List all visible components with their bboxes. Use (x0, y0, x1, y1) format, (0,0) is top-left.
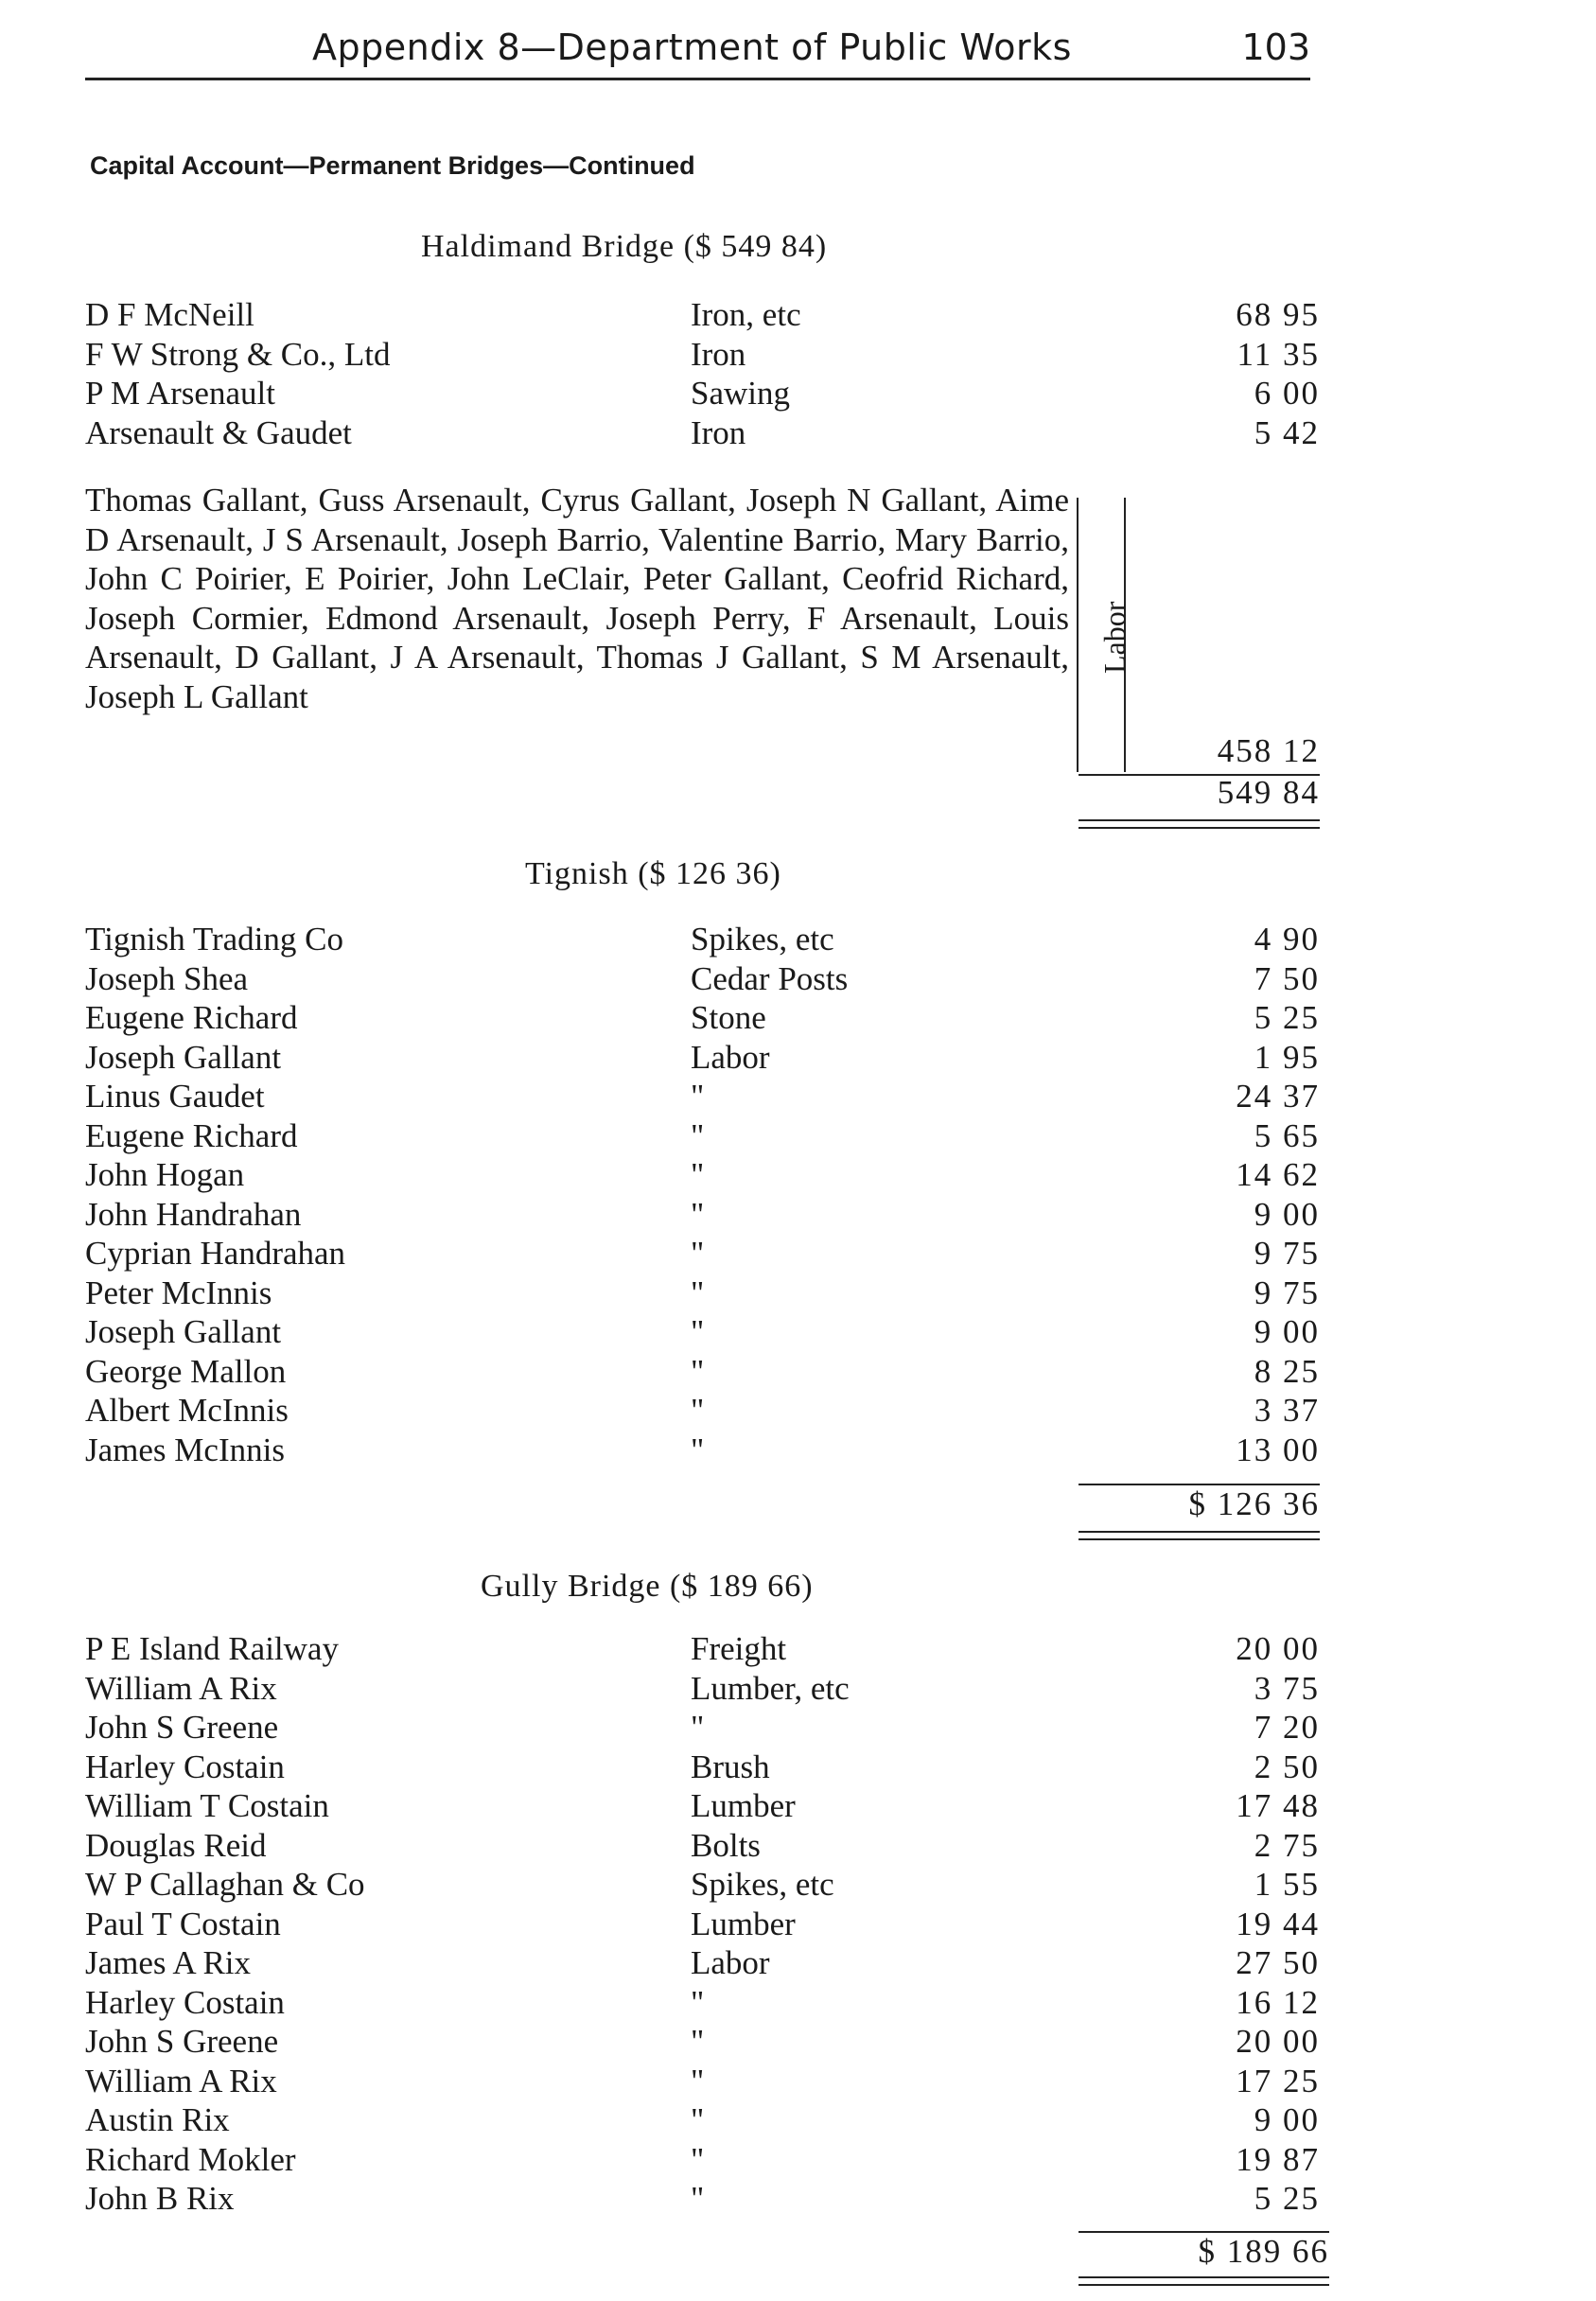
payee-name: Eugene Richard (85, 999, 298, 1036)
entry-row (85, 335, 1320, 375)
entry-row (85, 413, 1320, 453)
entry-row (85, 1234, 1320, 1273)
tignish-total-double-rule (1079, 1531, 1320, 1540)
entry-row (85, 295, 1320, 335)
amount: 1 55 (1254, 1866, 1320, 1903)
item-description: " (691, 1431, 705, 1468)
payee-name: William A Rix (85, 1669, 277, 1707)
gully-total-double-rule (1079, 2276, 1329, 2286)
entry-row (85, 1273, 1320, 1313)
item-description: Lumber (691, 1905, 796, 1942)
item-description: Lumber (691, 1787, 796, 1824)
item-description: Freight (691, 1630, 787, 1667)
entry-row (85, 2179, 1320, 2219)
payee-name: Arsenault & Gaudet (85, 413, 352, 451)
payee-name: William T Costain (85, 1787, 329, 1824)
amount: 3 75 (1254, 1669, 1320, 1707)
item-description: " (691, 1195, 705, 1233)
entry-row (85, 1391, 1320, 1431)
entry-row (85, 998, 1320, 1038)
item-description: " (691, 1392, 705, 1429)
amount: 9 00 (1254, 2101, 1320, 2138)
amount: 8 25 (1254, 1352, 1320, 1390)
payee-name: Tignish Trading Co (85, 921, 343, 957)
amount: 7 50 (1254, 959, 1320, 997)
item-description: " (691, 2180, 705, 2217)
item-description: Brush (691, 1748, 770, 1785)
item-description: " (691, 1983, 705, 2021)
amount: 19 44 (1236, 1905, 1320, 1942)
payee-name: P E Island Railway (85, 1630, 339, 1667)
gully-total: $ 189 66 (1198, 2233, 1329, 2270)
payee-name: John S Greene (85, 2023, 279, 2060)
haldimand-labor-block (85, 481, 1320, 769)
entry-row (85, 1077, 1320, 1116)
payee-name: Linus Gaudet (85, 1078, 265, 1115)
item-description: Spikes, etc (691, 1866, 834, 1903)
page-number: 103 (1241, 26, 1310, 68)
entry-row (85, 1312, 1320, 1352)
running-title: Appendix 8—Department of Public Works (312, 26, 1072, 68)
payee-name: Peter McInnis (85, 1273, 272, 1311)
entry-row (85, 1669, 1320, 1709)
entry-row (85, 2140, 1320, 2180)
amount: 5 25 (1254, 999, 1320, 1036)
amount: 4 90 (1254, 921, 1320, 957)
payee-name: Harley Costain (85, 1748, 285, 1785)
entry-row (85, 1786, 1320, 1826)
amount: 14 62 (1236, 1156, 1320, 1193)
payee-name: William A Rix (85, 2062, 277, 2099)
running-header (85, 21, 1310, 80)
payee-name: Eugene Richard (85, 1116, 298, 1154)
entry-row (85, 1748, 1320, 1787)
payee-name: Harley Costain (85, 1983, 285, 2021)
amount: 2 50 (1254, 1748, 1320, 1785)
item-description: " (691, 1156, 705, 1193)
tignish-title: Tignish ($ 126 36) (525, 856, 781, 891)
item-description: Cedar Posts (691, 959, 849, 997)
item-description: " (691, 1116, 705, 1154)
payee-name: W P Callaghan & Co (85, 1866, 365, 1903)
account-heading: Capital Account—Permanent Bridges—Continued (90, 151, 695, 180)
tignish-entries (85, 920, 1320, 1469)
labor-names: Thomas Gallant, Guss Arsenault, Cyrus Gallant, Joseph N Gallant, Aime D Arsenault, J S Arsenault, Joseph Barrio, Valentine Barrio, Mary Barrio, John C Poirier, E Poirier, John LeClair, Peter Gallant, Ceofrid Richard, Joseph Cormier, Edmond Arsenault, Joseph Perry, F Arsenault, Louis Arsenault, D Gallant, J A Arsenault, Thomas J Gallant, S M Arsenault, Joseph L Gallant (85, 482, 1069, 715)
item-description: " (691, 1313, 705, 1350)
amount: 9 00 (1254, 1313, 1320, 1350)
payee-name: P M Arsenault (85, 375, 275, 412)
amount: 3 37 (1254, 1392, 1320, 1429)
tignish-total: $ 126 36 (1188, 1485, 1320, 1522)
amount: 9 75 (1254, 1235, 1320, 1272)
item-description: " (691, 2101, 705, 2138)
payee-name: James A Rix (85, 1944, 252, 1981)
entry-row (85, 374, 1320, 413)
amount: 19 87 (1236, 2140, 1320, 2178)
item-description: Iron (691, 335, 746, 373)
item-description: Stone (691, 999, 766, 1036)
amount: 13 00 (1236, 1431, 1320, 1468)
item-description: " (691, 2062, 705, 2099)
item-description: Bolts (691, 1826, 761, 1864)
payee-name: John B Rix (85, 2180, 235, 2217)
payee-name: Joseph Gallant (85, 1038, 282, 1076)
amount: 17 25 (1236, 2062, 1320, 2099)
payee-name: John S Greene (85, 1709, 279, 1746)
item-description: Labor (691, 1944, 770, 1981)
haldimand-title: Haldimand Bridge ($ 549 84) (421, 229, 828, 264)
item-description: " (691, 1235, 705, 1272)
amount: 17 48 (1236, 1787, 1320, 1824)
item-description: Sawing (691, 375, 790, 412)
item-description: " (691, 2140, 705, 2178)
entry-row (85, 1155, 1320, 1195)
amount: 6 00 (1254, 375, 1320, 412)
entry-row (85, 2062, 1320, 2101)
payee-name: Cyprian Handrahan (85, 1235, 346, 1272)
payee-name: Paul T Costain (85, 1905, 281, 1942)
item-description: " (691, 1709, 705, 1746)
payee-name: Douglas Reid (85, 1826, 267, 1864)
entry-row (85, 1038, 1320, 1078)
payee-name: James McInnis (85, 1431, 285, 1468)
entry-row (85, 2100, 1320, 2140)
payee-name: Austin Rix (85, 2101, 230, 2138)
entry-row (85, 1865, 1320, 1905)
amount: 16 12 (1236, 1983, 1320, 2021)
entry-row (85, 1826, 1320, 1866)
amount: 9 75 (1254, 1273, 1320, 1311)
payee-name: Joseph Gallant (85, 1313, 282, 1350)
item-description: Iron (691, 413, 746, 451)
amount: 11 35 (1236, 335, 1320, 373)
entry-row (85, 1116, 1320, 1156)
entry-row (85, 1195, 1320, 1235)
entry-row (85, 2022, 1320, 2062)
item-description: " (691, 1078, 705, 1115)
haldimand-total-double-rule (1079, 819, 1320, 829)
entry-row (85, 1352, 1320, 1392)
haldimand-total: 549 84 (1217, 774, 1320, 811)
item-description: " (691, 1352, 705, 1390)
haldimand-entries (85, 295, 1320, 452)
entry-row (85, 1708, 1320, 1748)
entry-row (85, 1905, 1320, 1944)
entry-row (85, 1629, 1320, 1669)
item-description: Labor (691, 1038, 770, 1076)
amount: 5 65 (1254, 1116, 1320, 1154)
amount: 68 95 (1236, 296, 1320, 333)
amount: 1 95 (1254, 1038, 1320, 1076)
payee-name: F W Strong & Co., Ltd (85, 335, 391, 373)
entry-row (85, 1983, 1320, 2023)
payee-name: D F McNeill (85, 296, 254, 333)
amount: 24 37 (1236, 1078, 1320, 1115)
item-description: " (691, 2023, 705, 2060)
amount: 2 75 (1254, 1826, 1320, 1864)
item-description: " (691, 1273, 705, 1311)
amount: 27 50 (1236, 1944, 1320, 1981)
entry-row (85, 1943, 1320, 1983)
amount: 7 20 (1254, 1709, 1320, 1746)
gully-entries (85, 1629, 1320, 2219)
amount: 9 00 (1254, 1195, 1320, 1233)
payee-name: Albert McInnis (85, 1392, 289, 1429)
labor-amount: 458 12 (1217, 732, 1320, 769)
payee-name: Richard Mokler (85, 2140, 296, 2178)
amount: 20 00 (1236, 2023, 1320, 2060)
item-description: Lumber, etc (691, 1669, 850, 1707)
payee-name: George Mallon (85, 1352, 287, 1390)
payee-name: Joseph Shea (85, 959, 249, 997)
amount: 5 42 (1254, 413, 1320, 451)
entry-row (85, 1431, 1320, 1470)
entry-row (85, 959, 1320, 999)
amount: 5 25 (1254, 2180, 1320, 2217)
payee-name: John Hogan (85, 1156, 245, 1193)
labor-side-label: Labor (1097, 601, 1131, 674)
entry-row (85, 920, 1320, 959)
item-description: Iron, etc (691, 296, 801, 333)
payee-name: John Handrahan (85, 1195, 302, 1233)
item-description: Spikes, etc (691, 921, 834, 957)
gully-title: Gully Bridge ($ 189 66) (481, 1569, 814, 1604)
amount: 20 00 (1236, 1630, 1320, 1667)
